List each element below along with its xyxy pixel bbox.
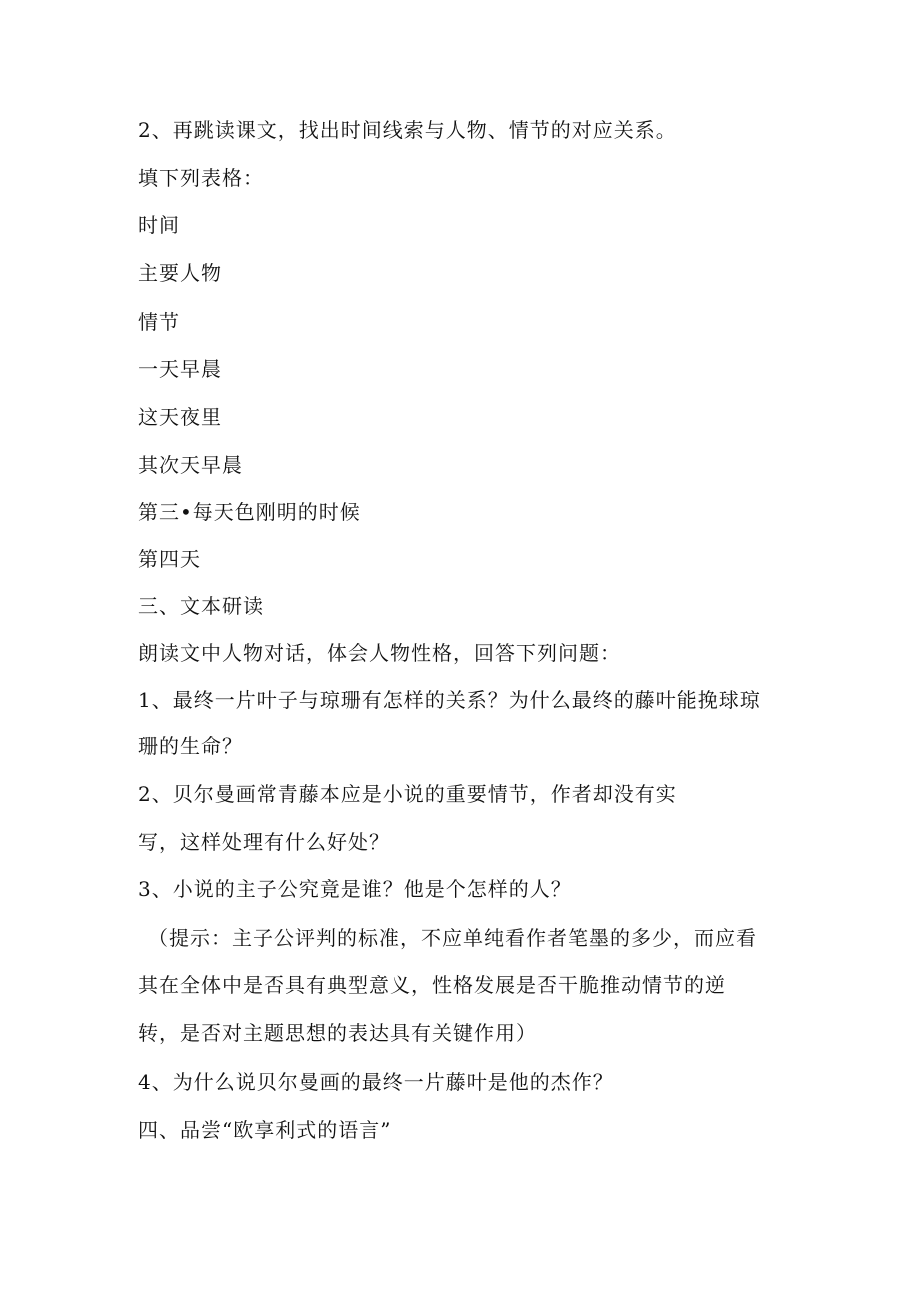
text-line-next-morning: 其次天早晨 xyxy=(138,453,243,477)
text-line-that-night: 这天夜里 xyxy=(138,405,222,429)
text-line-question-2b-part-2: 写，这样处理有什么好处？ xyxy=(138,830,390,854)
text-line-fourth-day: 第四天 xyxy=(138,547,201,571)
text-line-hint-part-2: 其在全体中是否具有典型意义，性格发展是否干脆推动情节的逆 xyxy=(138,973,726,997)
text-line-one-morning: 一天早晨 xyxy=(138,357,222,381)
text-line-question-4: 4、为什么说贝尔曼画的最终一片藤叶是他的杰作？ xyxy=(138,1070,614,1094)
text-line-question-2b-part-1: 2、贝尔曼画常青藤本应是小说的重要情节，作者却没有实 xyxy=(138,782,677,806)
text-line-read-dialogue: 朗读文中人物对话，体会人物性格，回答下列问题： xyxy=(138,641,621,665)
text-line-question-2: 2、再跳读课文，找出时间线索与人物、情节的对应关系。 xyxy=(138,118,677,142)
section-heading-text-study: 三、文本研读 xyxy=(138,594,264,618)
text-line-time: 时间 xyxy=(138,213,180,237)
text-line-third-day: 第三•每天色刚明的时候 xyxy=(138,500,361,524)
text-line-main-characters: 主要人物 xyxy=(138,261,222,285)
text-line-question-1-part-1: 1、最终一片叶子与琼珊有怎样的关系？为什么最终的藤叶能挽球琼 xyxy=(138,688,761,712)
text-line-question-1-part-2: 珊的生命？ xyxy=(138,734,243,758)
text-line-hint-part-1: （提示：主子公评判的标准，不应单纯看作者笔墨的多少，而应看 xyxy=(148,926,757,950)
text-line-question-3: 3、小说的主子公究竟是谁？他是个怎样的人？ xyxy=(138,877,572,901)
text-line-fill-table: 填下列表格： xyxy=(138,166,264,190)
section-heading-ohenry-language: 四、品尝“欧享利式的语言” xyxy=(138,1118,392,1142)
text-line-plot: 情节 xyxy=(138,310,180,334)
text-line-hint-part-3: 转，是否对主题思想的表达具有关键作用） xyxy=(138,1021,537,1045)
